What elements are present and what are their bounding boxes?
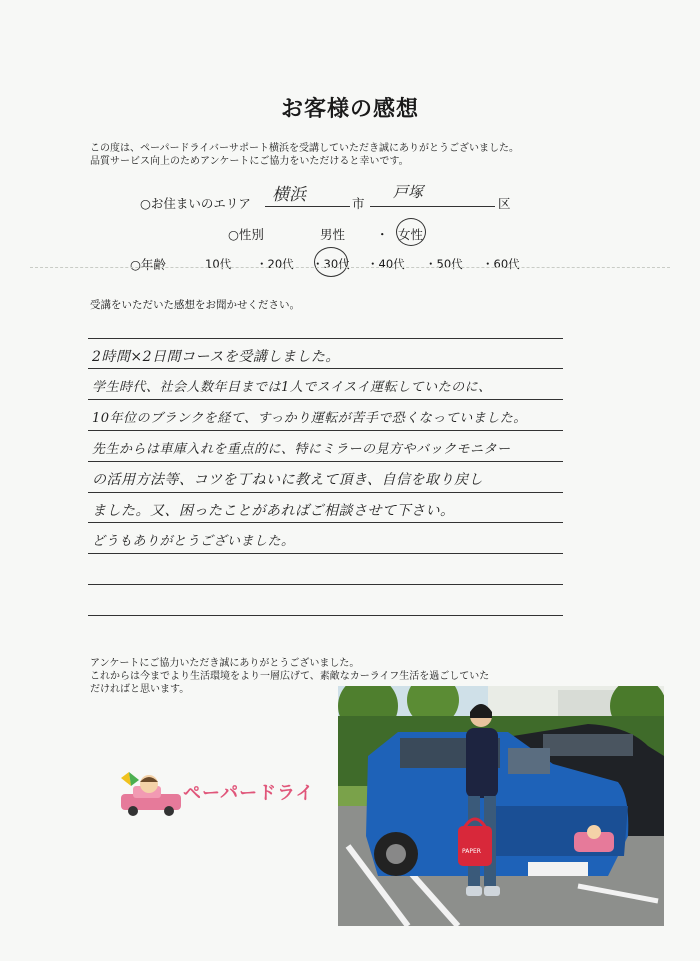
customer-photo [338,686,664,926]
gender-option-female: 女性 [398,227,424,242]
gender-selected-circle [396,218,426,246]
intro-line: 品質サービス向上のためアンケートにご協力をいただけると幸いです。 [90,156,409,167]
intro-text [90,142,560,168]
answer-line: ました。又、困ったことがあればご相談させて下さい。 [92,503,455,519]
page-title: お客様の感想 [280,97,419,122]
ward-value: 戸塚 [393,183,424,201]
answer-line: 学生時代、社会人数年目までは1人でスイスイ運転していたのに、 [92,380,492,395]
age-option: ・20代 [256,257,294,271]
thanks-line: アンケートにご協力いただき誠にありがとうございました。 [90,658,360,669]
gender-separator: ・ [376,227,389,242]
bag-text: PAPER [462,848,481,855]
thanks-line: だければと思います。 [90,684,190,695]
answer-line: の活用方法等、コツを丁ねいに教えて頂き、自信を取り戻し [92,472,483,488]
area-label: ○お住まいのエリア [140,196,251,211]
answer-rule [88,615,563,616]
answer-rule [88,584,563,585]
age-selected-circle [314,247,348,277]
answer-rule [88,492,563,493]
ward-suffix: 区 [498,196,511,211]
question-text: 受講をいただいた感想をお聞かせください。 [90,299,300,311]
answer-rule [88,338,563,339]
answer-line: 2時間×2日間コースを受講しました。 [92,349,340,365]
age-option: ・50代 [425,257,463,271]
answer-line: 先生からは車庫入れを重点的に、特にミラーの見方やバックモニター [92,442,511,457]
answer-line: 10年位のブランクを経て、すっかり運転が苦手で恐くなっていました。 [92,411,527,426]
age-option: ・40代 [367,257,405,271]
answer-line: どうもありがとうございました。 [92,534,295,549]
answer-rule [88,399,563,400]
city-value: 横浜 [272,185,306,205]
thanks-line: これからは今までより生活環境をより一層広げて、素敵なカーライフ生活を過ごしていた [90,671,490,682]
ward-underline [370,206,495,207]
gender-label: ○性別 [228,227,264,242]
scan-divider [30,267,670,268]
answer-rule [88,461,563,462]
age-option: ・30代 [312,257,350,271]
age-option: 10代 [205,257,232,271]
age-option: ・60代 [482,257,520,271]
answer-rule [88,553,563,554]
logo-text: ペーパードライ [183,783,315,804]
logo-car-icon [115,770,185,820]
intro-line: この度は、ペーパードライバーサポート横浜を受講していただき誠にありがとうございました。 [90,143,519,154]
age-label: ○年齢 [130,257,166,272]
answer-rule [88,522,563,523]
gender-option-male: 男性 [320,227,346,242]
city-suffix: 市 [352,196,365,211]
city-underline [265,206,350,207]
answer-rule [88,368,563,369]
answer-rule [88,430,563,431]
